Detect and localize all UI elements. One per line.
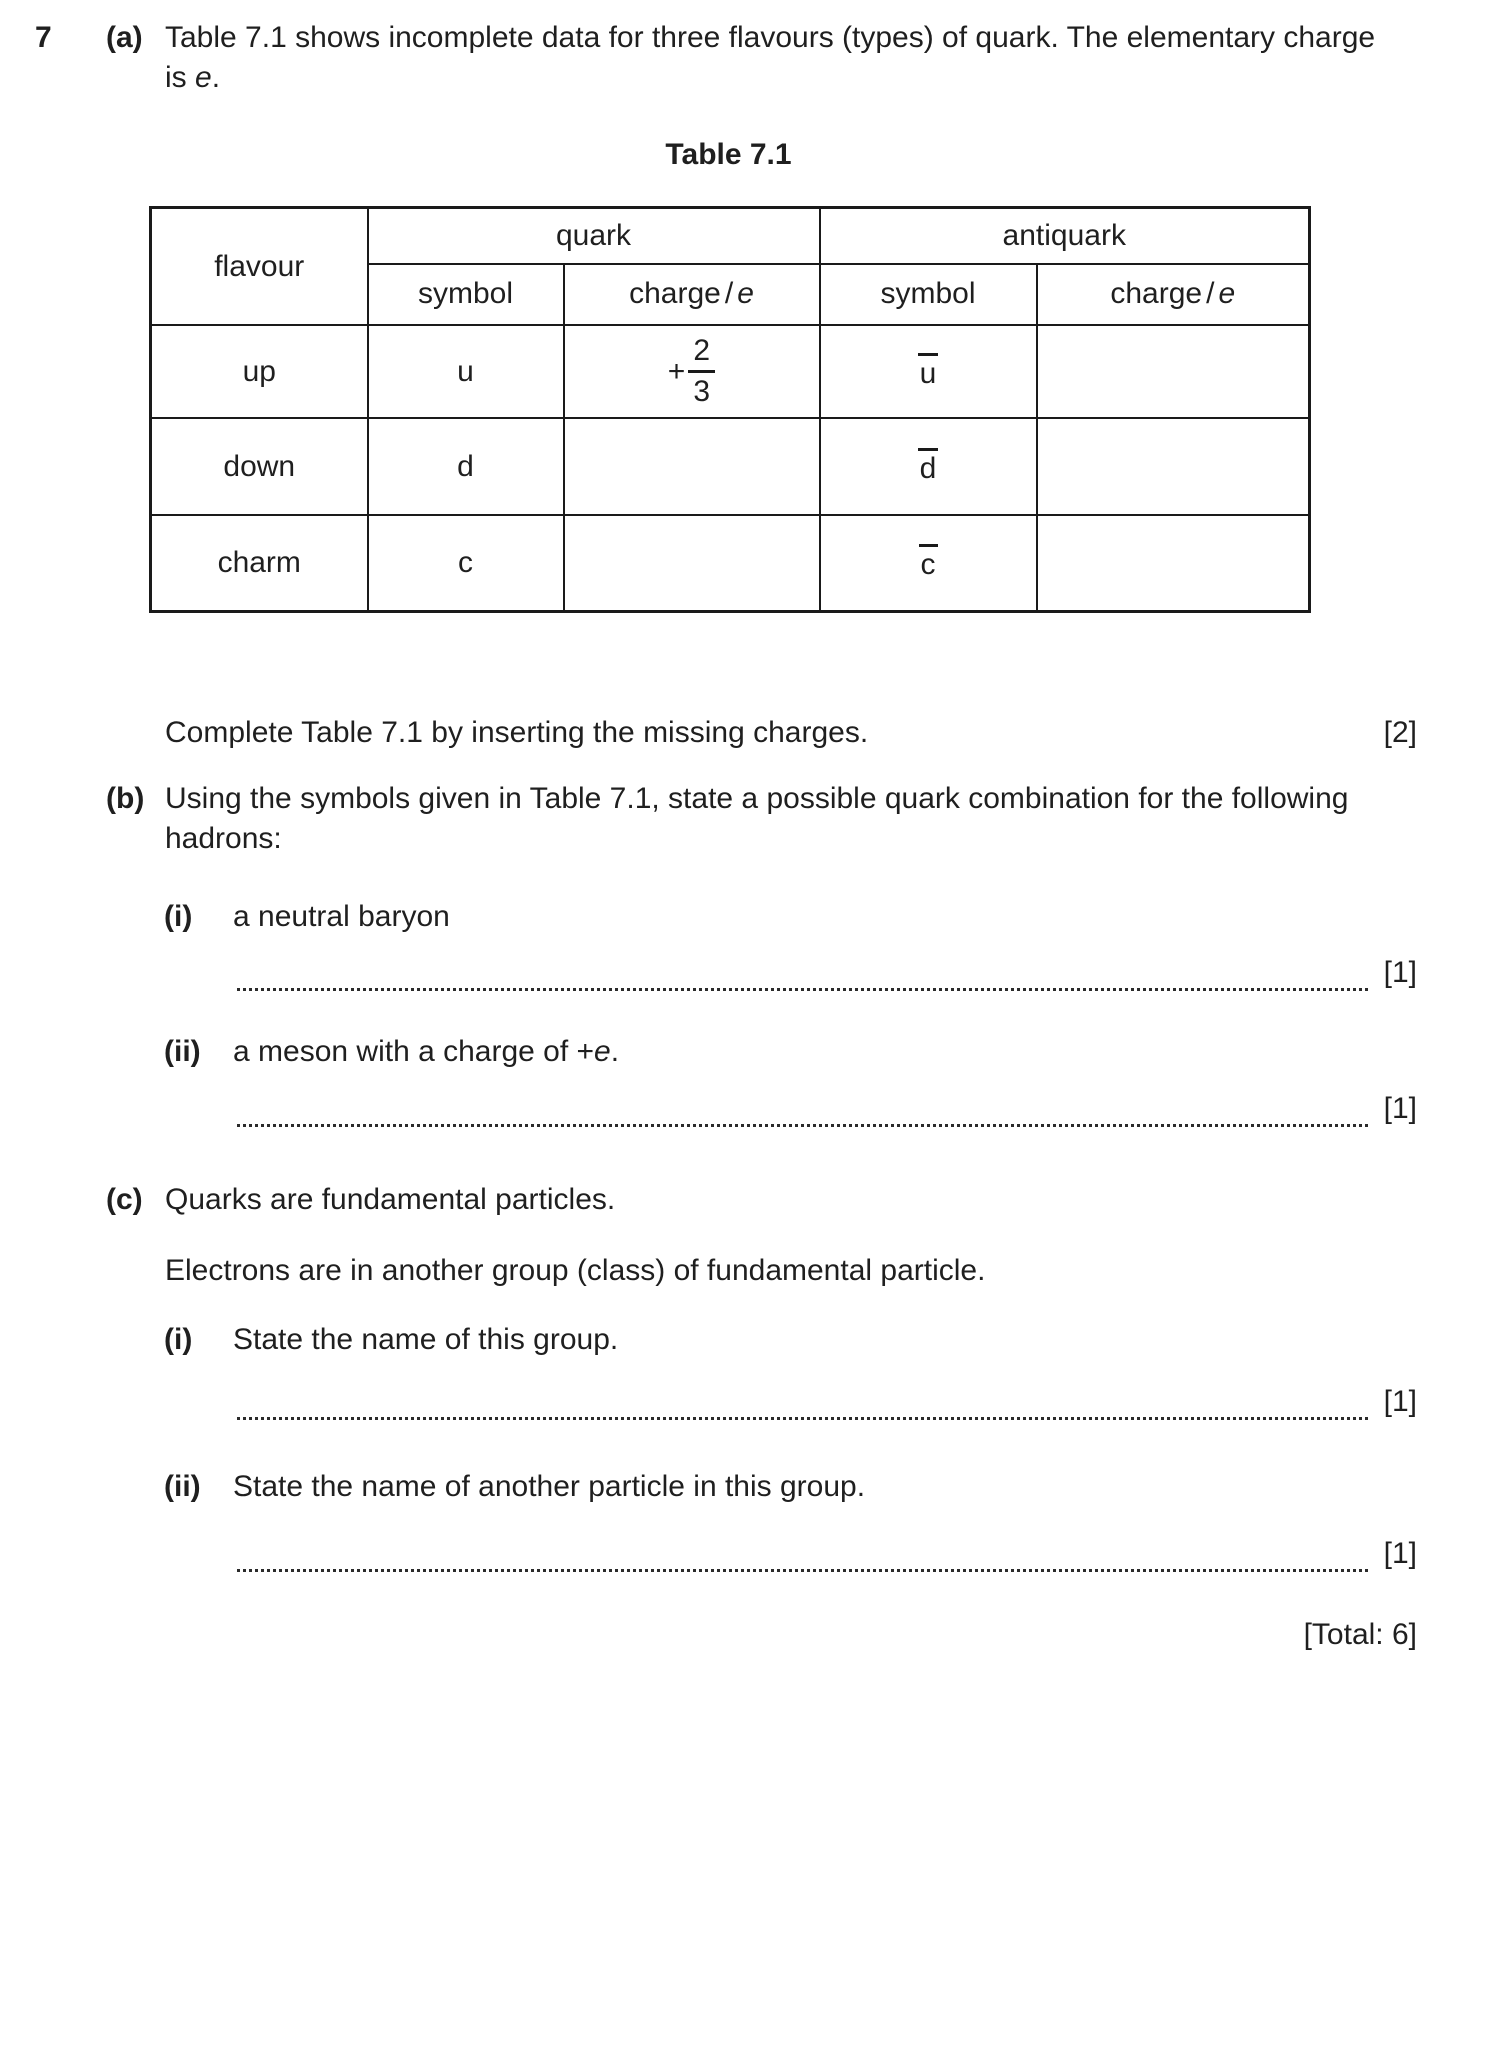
dotted-answer-line	[237, 960, 1368, 991]
charm-quark-charge-blank	[564, 515, 820, 611]
part-a-intro-line1: Table 7.1 shows incomplete data for three flavours (types) of quark. The elementary charge	[165, 21, 1376, 54]
table-row-down	[151, 418, 1310, 515]
header-antiquark: antiquark	[820, 208, 1310, 264]
table-row-up	[151, 325, 1310, 418]
up-quark-charge	[564, 325, 820, 418]
header-quark: quark	[368, 208, 820, 264]
charge-e-symbol: e	[594, 1035, 611, 1068]
header-quark-charge: charge / e	[564, 264, 820, 325]
part-b-text	[165, 779, 1417, 859]
item-i-marks: [1]	[1383, 1385, 1417, 1418]
header-quark-symbol: symbol	[368, 264, 564, 325]
fraction-bar	[688, 370, 715, 373]
part-b-label: (b)	[106, 782, 145, 815]
quark-table	[149, 206, 1311, 613]
c-bar-symbol: c	[919, 544, 938, 580]
part-a-intro-line2: is e.	[165, 61, 221, 94]
question-7-part-c	[106, 1180, 1417, 1220]
item-i-text: a neutral baryon	[233, 900, 450, 933]
header-flavour: flavour	[151, 208, 368, 326]
part-b-item-ii	[164, 1032, 619, 1072]
item-i-text: State the name of this group.	[233, 1323, 619, 1356]
part-b-line2: hadrons:	[165, 822, 282, 855]
item-i-label: (i)	[164, 900, 193, 933]
item-ii-text: a meson with a charge of +e.	[233, 1035, 620, 1068]
part-a-label: (a)	[106, 21, 143, 54]
u-bar-symbol: u	[918, 353, 939, 389]
answer-line-b-ii	[237, 1091, 1417, 1127]
item-i-marks: [1]	[1383, 956, 1417, 989]
item-ii-label: (ii)	[164, 1470, 201, 1503]
table-title: Table 7.1	[665, 138, 792, 171]
part-a-instruction-row	[165, 713, 1417, 753]
question-7-part-b	[106, 779, 1417, 859]
flavour-up: up	[151, 325, 368, 418]
dotted-answer-line	[237, 1096, 1368, 1127]
answer-line-c-i	[237, 1384, 1417, 1420]
charm-antiquark-charge-blank	[1037, 515, 1310, 611]
item-ii-label: (ii)	[164, 1035, 201, 1068]
part-a-marks: [2]	[1383, 716, 1417, 749]
flavour-charm: charm	[151, 515, 368, 611]
down-quark-symbol: d	[368, 418, 564, 515]
charm-quark-symbol: c	[368, 515, 564, 611]
table-row-charm	[151, 515, 1310, 611]
item-ii-marks: [1]	[1383, 1537, 1417, 1570]
total-marks: [Total: 6]	[1303, 1618, 1417, 1651]
part-a-instruction: Complete Table 7.1 by inserting the missing charges.	[165, 716, 869, 749]
up-quark-symbol: u	[368, 325, 564, 418]
up-antiquark-charge-blank	[1037, 325, 1310, 418]
d-bar-symbol: d	[918, 448, 939, 484]
down-quark-charge-blank	[564, 418, 820, 515]
answer-line-c-ii	[237, 1536, 1417, 1572]
charge-fraction: + $\frac{2}{3}$	[668, 334, 716, 409]
dotted-answer-line	[237, 1541, 1368, 1572]
charm-antiquark-symbol	[820, 515, 1037, 611]
part-a-intro	[165, 18, 1417, 98]
header-antiquark-symbol: symbol	[820, 264, 1037, 325]
part-c-item-i	[164, 1320, 618, 1360]
header-antiquark-charge: charge / e	[1037, 264, 1310, 325]
up-antiquark-symbol	[820, 325, 1037, 418]
item-ii-text: State the name of another particle in this group.	[233, 1470, 866, 1503]
answer-line-b-i	[237, 955, 1417, 991]
down-antiquark-charge-blank	[1037, 418, 1310, 515]
part-c-line1: Quarks are fundamental particles.	[165, 1183, 616, 1216]
part-c-line2: Electrons are in another group (class) of fundamental particle.	[165, 1254, 986, 1287]
item-i-label: (i)	[164, 1323, 193, 1356]
part-b-item-i	[164, 897, 450, 937]
part-c-label: (c)	[106, 1183, 143, 1216]
item-ii-marks: [1]	[1383, 1092, 1417, 1125]
part-c-item-ii	[164, 1467, 865, 1507]
dotted-answer-line	[237, 1389, 1368, 1420]
flavour-down: down	[151, 418, 368, 515]
question-7-part-a	[35, 18, 1417, 98]
down-antiquark-symbol	[820, 418, 1037, 515]
question-number: 7	[35, 21, 52, 54]
part-b-line1: Using the symbols given in Table 7.1, state a possible quark combination for the following	[165, 782, 1349, 815]
elementary-charge-symbol: e	[195, 61, 212, 94]
